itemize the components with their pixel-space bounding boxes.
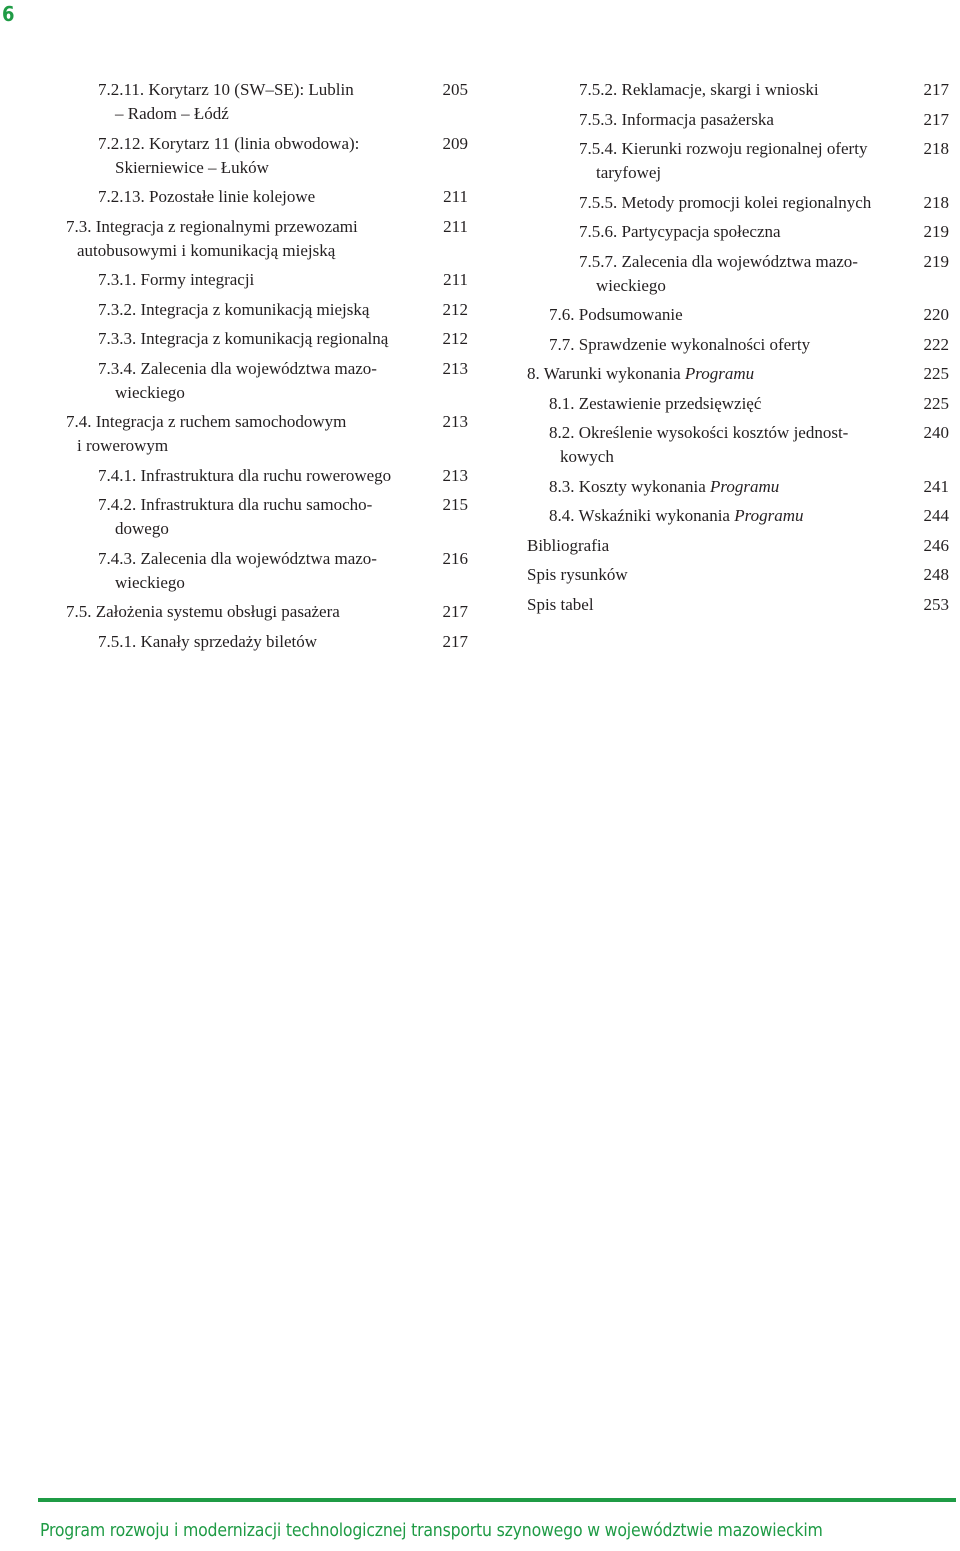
toc-entry-title-text: 7.2.12. Korytarz 11 (linia obwodowa): xyxy=(98,133,360,153)
toc-entry-title-text: 7.2.13. Pozostałe linie kolejowe xyxy=(98,187,316,206)
toc-entry-title-text: Spis tabel xyxy=(527,594,594,614)
toc-entry-title xyxy=(66,493,435,541)
toc-entry-title xyxy=(527,220,916,244)
toc-entry-title xyxy=(527,563,916,587)
toc-entry-title xyxy=(66,410,435,458)
toc-entry-title xyxy=(66,78,435,126)
toc-entry-title xyxy=(66,268,435,292)
toc-entry-page: 219 xyxy=(923,222,949,241)
toc-entry[interactable] xyxy=(66,464,468,488)
toc-entry-page: 213 xyxy=(442,358,468,378)
toc-entry-title-text: Bibliografia xyxy=(527,535,610,555)
toc-entry-title-italic: Programu xyxy=(710,476,780,496)
toc-entry[interactable] xyxy=(527,333,949,357)
toc-entry-page: 244 xyxy=(923,506,949,525)
toc-entry-title-text: 7.5.3. Informacja pasażerska xyxy=(579,109,774,129)
toc-entry[interactable] xyxy=(66,268,468,292)
toc-entry[interactable] xyxy=(66,215,468,263)
toc-entry-title-text: 7.3. Integracja z regionalnymi przewozami xyxy=(66,216,358,236)
toc-entry[interactable] xyxy=(66,132,468,180)
toc-entry-page: 225 xyxy=(923,364,949,383)
toc-entry-title xyxy=(66,630,435,654)
toc-entry-title-italic: Programu xyxy=(684,364,755,383)
toc-entry[interactable] xyxy=(527,191,949,215)
toc-entry-page: 212 xyxy=(442,329,468,348)
toc-entry-page: 218 xyxy=(923,139,949,158)
toc-entry-title-continuation: wieckiego xyxy=(115,572,185,592)
toc-entry-title-text: 8.4. Wskaźniki wykonania xyxy=(549,506,735,525)
toc-entry-title-continuation: taryfowej xyxy=(596,163,662,182)
toc-entry-title xyxy=(527,475,916,499)
toc-entry-page: 218 xyxy=(923,192,949,212)
toc-entry-title xyxy=(527,250,916,298)
toc-entry-page: 225 xyxy=(923,393,949,413)
toc-entry-title xyxy=(66,357,435,405)
toc-entry-page: 217 xyxy=(923,109,949,129)
toc-column-right xyxy=(527,78,949,622)
toc-entry-title-text: 7.5.4. Kierunki rozwoju regionalnej oferty xyxy=(579,139,868,158)
toc-entry-page: 212 xyxy=(442,299,468,319)
toc-entry-title xyxy=(527,137,916,185)
toc-entry-title-continuation: wieckiego xyxy=(596,275,666,295)
toc-entry-page: 213 xyxy=(442,465,468,485)
footer-title: Program rozwoju i modernizacji technologicznej transportu szynowego w województwie mazowieckim xyxy=(40,1521,823,1541)
toc-entry-title xyxy=(527,534,916,558)
toc-entry-title-text: 7.5.2. Reklamacje, skargi i wnioski xyxy=(579,80,819,99)
toc-entry-page: 217 xyxy=(442,602,468,621)
toc-entry[interactable] xyxy=(527,534,949,558)
toc-entry-page: 215 xyxy=(442,495,468,514)
toc-entry[interactable] xyxy=(66,357,468,405)
toc-entry[interactable] xyxy=(66,410,468,458)
toc-entry[interactable] xyxy=(527,563,949,587)
toc-entry[interactable] xyxy=(66,493,468,541)
toc-entry[interactable] xyxy=(66,298,468,322)
toc-entry[interactable] xyxy=(527,421,949,469)
toc-entry-title xyxy=(527,392,916,416)
toc-entry-title-continuation: – Radom – Łódź xyxy=(115,104,229,123)
toc-entry-title-text: 7.6. Podsumowanie xyxy=(549,305,683,324)
toc-entry-title xyxy=(66,547,435,595)
toc-entry-title-text: 8.3. Koszty wykonania xyxy=(549,476,711,496)
toc-entry[interactable] xyxy=(66,327,468,351)
toc-entry-page: 222 xyxy=(923,334,949,354)
toc-entry-page: 248 xyxy=(923,565,949,584)
toc-entry-title-continuation: autobusowymi i komunikacją miejską xyxy=(77,240,336,260)
toc-entry[interactable] xyxy=(66,185,468,209)
toc-entry-title-text: 7.5.5. Metody promocji kolei regionalnych xyxy=(579,192,872,212)
toc-entry-page: 253 xyxy=(923,594,949,614)
toc-entry-title-text: 7.7. Sprawdzenie wykonalności oferty xyxy=(549,334,811,354)
toc-entry-page: 205 xyxy=(442,80,468,99)
toc-entry-page: 220 xyxy=(923,305,949,324)
toc-entry-title xyxy=(527,421,916,469)
toc-entry-title-text: 7.5.6. Partycypacja społeczna xyxy=(579,222,781,241)
toc-entry-title xyxy=(66,327,435,351)
toc-entry[interactable] xyxy=(527,392,949,416)
page-number: 6 xyxy=(2,2,15,26)
toc-entry-title xyxy=(66,600,435,624)
toc-entry-title-text: 7.3.1. Formy integracji xyxy=(98,270,255,289)
toc-entry-page: 240 xyxy=(923,423,949,442)
toc-entry-title xyxy=(527,108,916,132)
toc-entry[interactable] xyxy=(527,78,949,102)
toc-entry-title-text: 7.5. Założenia systemu obsługi pasażera xyxy=(66,602,340,621)
toc-entry-title-continuation: Skierniewice – Łuków xyxy=(115,157,269,177)
toc-entry-page: 217 xyxy=(923,80,949,99)
toc-entry-title-text: 7.3.4. Zalecenia dla województwa mazo- xyxy=(98,358,377,378)
toc-entry-title-text: Spis rysunków xyxy=(527,565,628,584)
toc-entry-title xyxy=(527,333,916,357)
toc-entry-title-continuation: kowych xyxy=(560,447,614,466)
toc-entry[interactable] xyxy=(66,78,468,126)
toc-entry[interactable] xyxy=(527,137,949,185)
toc-entry-page: 241 xyxy=(923,476,949,496)
toc-entry-title-text: 8.1. Zestawienie przedsięwzięć xyxy=(549,393,762,413)
toc-entry-title xyxy=(66,132,435,180)
toc-entry-title-text: 7.4. Integracja z ruchem samochodowym xyxy=(66,412,347,431)
toc-entry[interactable] xyxy=(527,303,949,327)
toc-entry-title-text: 7.2.11. Korytarz 10 (SW–SE): Lublin xyxy=(98,80,354,99)
toc-entry-page: 219 xyxy=(923,251,949,271)
toc-entry-title-continuation: dowego xyxy=(115,519,169,538)
toc-entry-title-text: 7.3.2. Integracja z komunikacją miejską xyxy=(98,299,370,319)
toc-entry-title-continuation: i rowerowym xyxy=(77,436,169,455)
toc-entry-page: 216 xyxy=(442,548,468,568)
toc-entry-title xyxy=(527,593,916,617)
toc-entry-page: 213 xyxy=(442,412,468,431)
toc-entry-title xyxy=(527,362,916,386)
toc-entry-title-continuation: wieckiego xyxy=(115,382,185,402)
toc-entry-title-text: 7.5.7. Zalecenia dla województwa mazo- xyxy=(579,251,858,271)
toc-entry-title-text: 7.3.3. Integracja z komunikacją regionalną xyxy=(98,329,389,348)
toc-entry-title-text: 7.4.2. Infrastruktura dla ruchu samocho- xyxy=(98,495,373,514)
toc-entry-page: 211 xyxy=(443,270,468,289)
toc-entry-title xyxy=(527,78,916,102)
toc-entry-page: 209 xyxy=(442,133,468,153)
toc-entry-title-text: 8.2. Określenie wysokości kosztów jednost- xyxy=(549,423,849,442)
toc-entry-title-text: 7.4.3. Zalecenia dla województwa mazo- xyxy=(98,548,377,568)
toc-column-left xyxy=(66,78,468,659)
toc-entry[interactable] xyxy=(527,593,949,617)
toc-entry[interactable] xyxy=(527,108,949,132)
toc-entry[interactable] xyxy=(527,250,949,298)
toc-entry[interactable] xyxy=(527,220,949,244)
toc-entry-title xyxy=(66,464,435,488)
toc-entry-title-italic: Programu xyxy=(734,506,804,525)
toc-entry-page: 246 xyxy=(923,535,949,555)
toc-entry[interactable] xyxy=(527,362,949,386)
toc-entry-title xyxy=(527,191,916,215)
toc-entry-title xyxy=(66,298,435,322)
footer-rule xyxy=(38,1498,956,1502)
toc-entry-title-text: 7.4.1. Infrastruktura dla ruchu rowerowego xyxy=(98,465,392,485)
toc-entry[interactable] xyxy=(66,600,468,624)
toc-entry[interactable] xyxy=(527,504,949,528)
toc-entry-title xyxy=(527,504,916,528)
toc-entry-title-text: 8. Warunki wykonania xyxy=(527,364,685,383)
toc-entry-page: 217 xyxy=(442,631,468,651)
toc-entry-page: 211 xyxy=(443,187,468,206)
toc-entry-title-text: 7.5.1. Kanały sprzedaży biletów xyxy=(98,631,318,651)
toc-entry-title xyxy=(66,215,435,263)
toc-entry[interactable] xyxy=(66,630,468,654)
toc-entry[interactable] xyxy=(66,547,468,595)
toc-entry-title xyxy=(66,185,435,209)
toc-entry-page: 211 xyxy=(443,216,468,236)
toc-entry-title xyxy=(527,303,916,327)
toc-entry[interactable] xyxy=(527,475,949,499)
